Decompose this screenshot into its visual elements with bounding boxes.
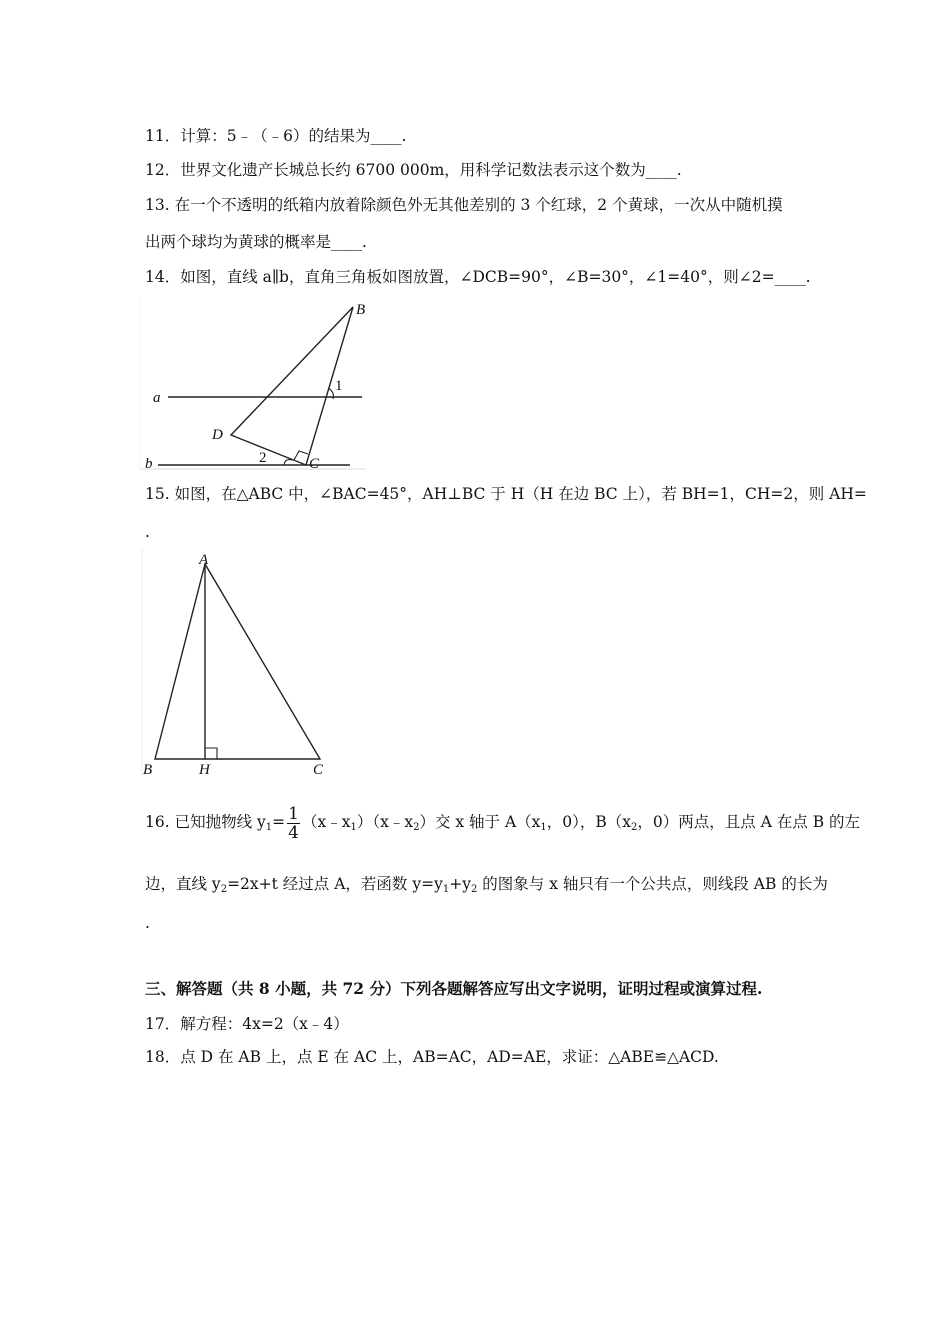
label-C: C <box>309 456 320 472</box>
label-B: B <box>143 762 153 778</box>
figure-14-parallel-lines-triangle <box>140 296 380 474</box>
question-16-line2: 边，直线 $y_2=2x+t$ 经过点 A，若函数 $y=y_1+y_2$ 的图象与 x 轴只有一个公共点，则线段 AB 的长为 <box>145 875 828 895</box>
label-angle-2: 2 <box>259 450 267 466</box>
question-14: 14．如图，直线 a∥b，直角三角板如图放置，∠DCB=90°，∠B=30°，∠1=40°，则∠2=____. <box>145 268 811 286</box>
label-b: b <box>145 456 153 472</box>
right-angle-mark-h <box>205 748 217 759</box>
right-angle-mark <box>294 451 308 460</box>
label-H: H <box>199 762 210 778</box>
label-C: C <box>313 762 324 778</box>
label-angle-1: 1 <box>335 378 343 394</box>
question-18: 18．点 D 在 AB 上，点 E 在 AC 上，AB=AC，AD=AE，求证：△ABE≌△ACD. <box>145 1048 719 1066</box>
question-11: 11．计算：5﹣（﹣6）的结果为____. <box>145 127 407 145</box>
question-13-line1: 13. 在一个不透明的纸箱内放着除颜色外无其他差别的 3 个红球，2 个黄球，一次从中随机摸 <box>145 196 783 214</box>
label-A: A <box>199 552 209 568</box>
question-15-line1: 15. 如图，在△ABC 中，∠BAC=45°，AH⊥BC 于 H（H 在边 BC 上），若 BH=1，CH=2，则 AH= <box>145 485 867 503</box>
question-16-line1: 16. 已知抛物线 $y_1=$ $\frac{1}{4}$ $(x﹣x_1)(x﹣x_2)$交 x 轴于 $A(x_1$，0），$B(x_2$，0）两点，且点 A 在点 B 的左 <box>145 803 861 843</box>
question-16-line3: . <box>145 914 150 932</box>
label-a: a <box>153 390 161 406</box>
question-12: 12．世界文化遗产长城总长约 6700 000m，用科学记数法表示这个数为____. <box>145 161 682 179</box>
question-13-line2: 出两个球均为黄球的概率是____. <box>145 233 367 251</box>
label-D: D <box>212 427 223 443</box>
angle-2-arc <box>284 460 292 465</box>
figure-15-triangle-abc <box>140 548 340 780</box>
label-B: B <box>356 302 366 318</box>
triangle-abc <box>155 564 320 759</box>
fraction-one-quarter: $\frac{1}{4}$ <box>288 803 299 843</box>
section-3-heading: 三、解答题（共 8 小题，共 72 分）下列各题解答应写出文字说明，证明过程或演算过程. <box>145 979 763 998</box>
question-17: 17．解方程：4x=2（x﹣4） <box>145 1015 349 1033</box>
question-15-line2: . <box>145 523 150 541</box>
